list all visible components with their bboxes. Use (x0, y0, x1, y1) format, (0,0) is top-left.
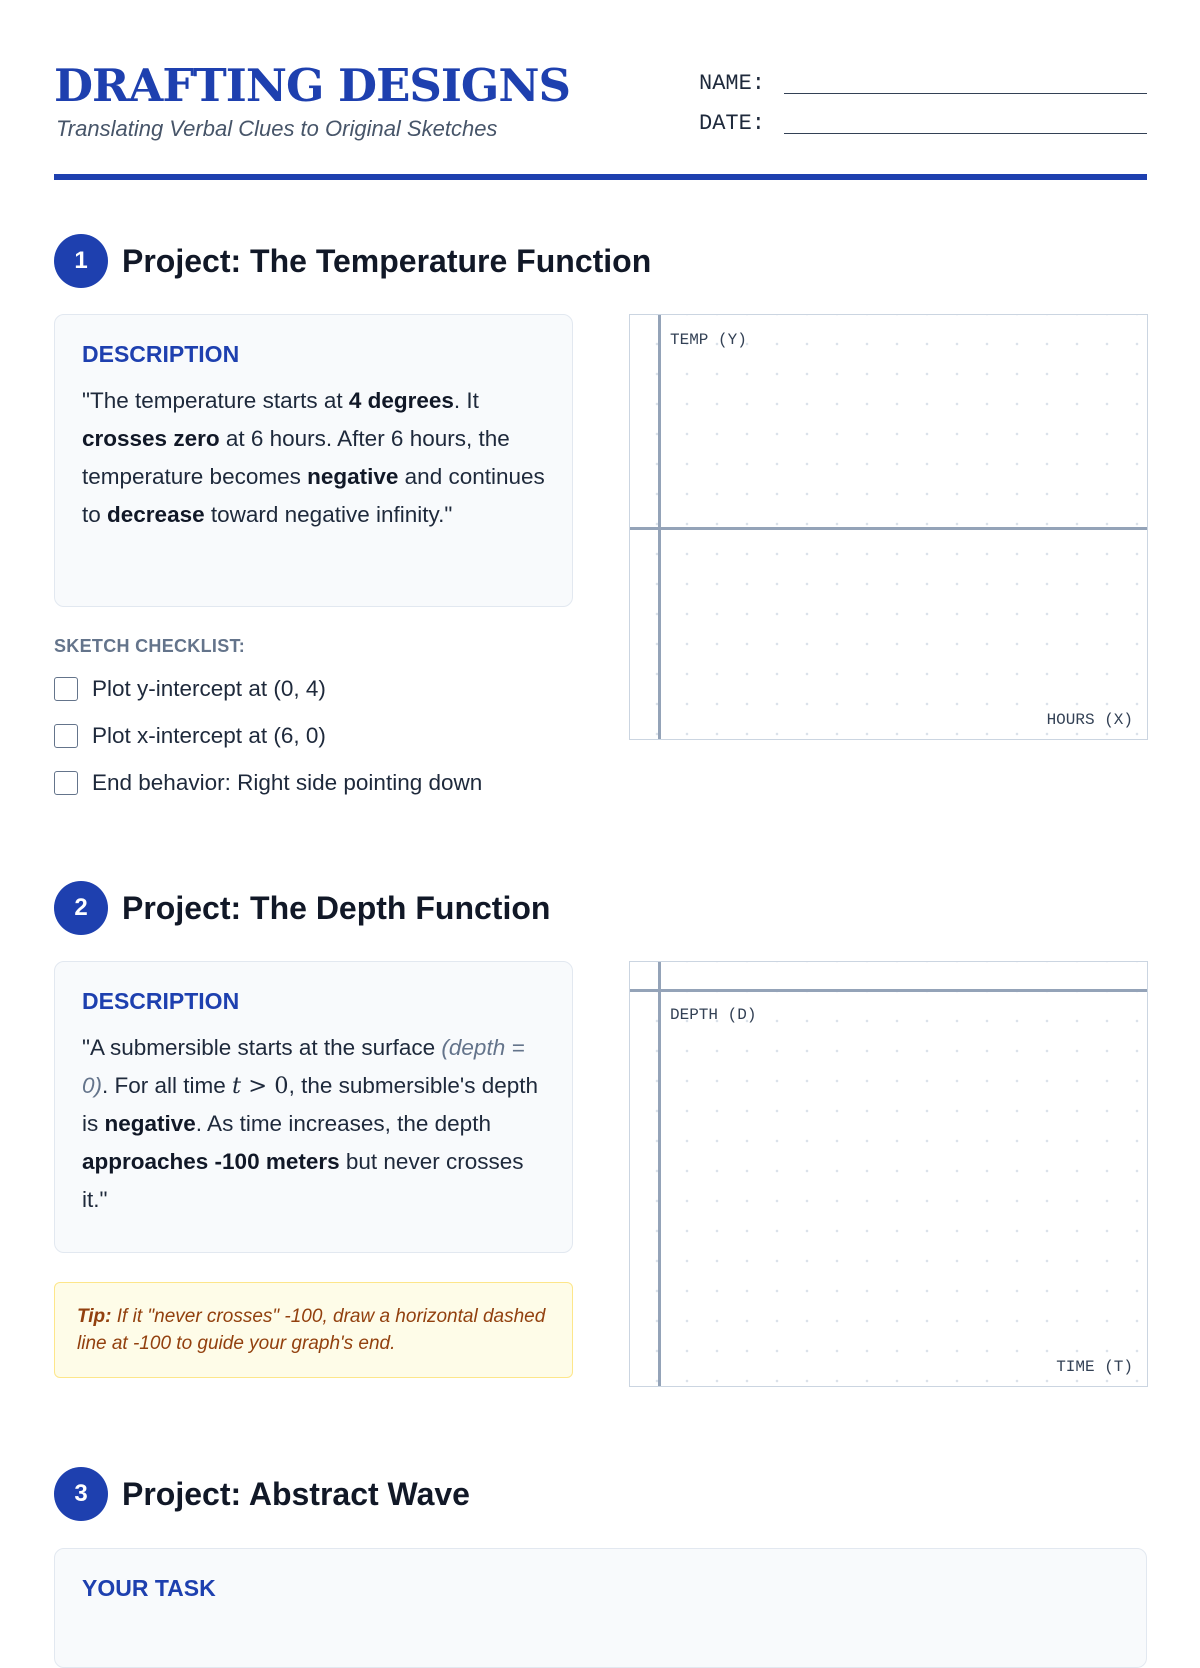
worksheet-header (54, 56, 1147, 184)
student-fields (699, 56, 1147, 136)
tip-box (54, 1282, 573, 1378)
card-heading: DESCRIPTION (82, 988, 240, 1014)
section-title: Project: The Temperature Function (122, 242, 652, 279)
date-field[interactable] (699, 96, 1147, 136)
date-label: DATE: (699, 111, 766, 136)
section-title: Project: The Depth Function (122, 889, 551, 926)
x-axis-label: TIME (T) (1056, 1358, 1133, 1376)
y-axis (658, 962, 661, 1386)
checkbox[interactable] (54, 771, 78, 795)
x-axis (630, 527, 1147, 530)
name-line[interactable] (784, 71, 1147, 94)
description-text: "The temperature starts at 4 degrees. It crosses zero at 6 hours. After 6 hours, the temperature becomes negative and continues to decrease toward negative infinity." (82, 388, 545, 527)
x-axis (630, 989, 1147, 992)
x-axis-label: HOURS (X) (1046, 711, 1133, 729)
y-axis-label: DEPTH (D) (670, 1006, 757, 1024)
checklist-item[interactable] (54, 723, 326, 749)
worksheet-subtitle: Translating Verbal Clues to Original Sketches (56, 116, 498, 141)
section-title: Project: Abstract Wave (122, 1475, 470, 1512)
description-text: "A submersible starts at the surface (depth = 0). For all time t > 0, the submersible's depth is negative. As time increases, the depth approaches -100 meters but never crosses it." (82, 1035, 539, 1212)
checklist-item[interactable] (54, 676, 326, 702)
sketch-grid-temperature[interactable] (629, 314, 1148, 740)
sketch-grid-depth[interactable] (629, 961, 1148, 1387)
section-1-heading (54, 234, 651, 288)
name-field[interactable] (699, 56, 1147, 96)
checkbox[interactable] (54, 724, 78, 748)
checklist-item-label: Plot y-intercept at (0, 4) (92, 676, 326, 701)
header-divider (54, 174, 1147, 180)
section-2-heading (54, 881, 550, 935)
worksheet-title: DRAFTING DESIGNS (54, 59, 570, 112)
date-line[interactable] (784, 111, 1147, 134)
task-card (54, 1548, 1147, 1668)
y-axis-label: TEMP (Y) (670, 331, 747, 349)
tip-text: If it "never crosses" -100, draw a horizontal dashed line at -100 to guide your graph's end. (77, 1306, 546, 1354)
checklist-title: SKETCH CHECKLIST: (54, 636, 246, 656)
checklist-item-label: Plot x-intercept at (6, 0) (92, 723, 326, 748)
section-number-badge: 3 (54, 1467, 108, 1521)
checkbox[interactable] (54, 677, 78, 701)
section-3-heading (54, 1467, 470, 1521)
tip-label: Tip: (77, 1306, 112, 1327)
description-card (54, 314, 573, 607)
card-heading: YOUR TASK (82, 1575, 216, 1601)
card-heading: DESCRIPTION (82, 341, 240, 367)
section-number-badge: 1 (54, 234, 108, 288)
checklist-item-label: End behavior: Right side pointing down (92, 770, 483, 795)
name-label: NAME: (699, 71, 766, 96)
section-number-badge: 2 (54, 881, 108, 935)
checklist-item[interactable] (54, 770, 482, 796)
description-card (54, 961, 573, 1253)
